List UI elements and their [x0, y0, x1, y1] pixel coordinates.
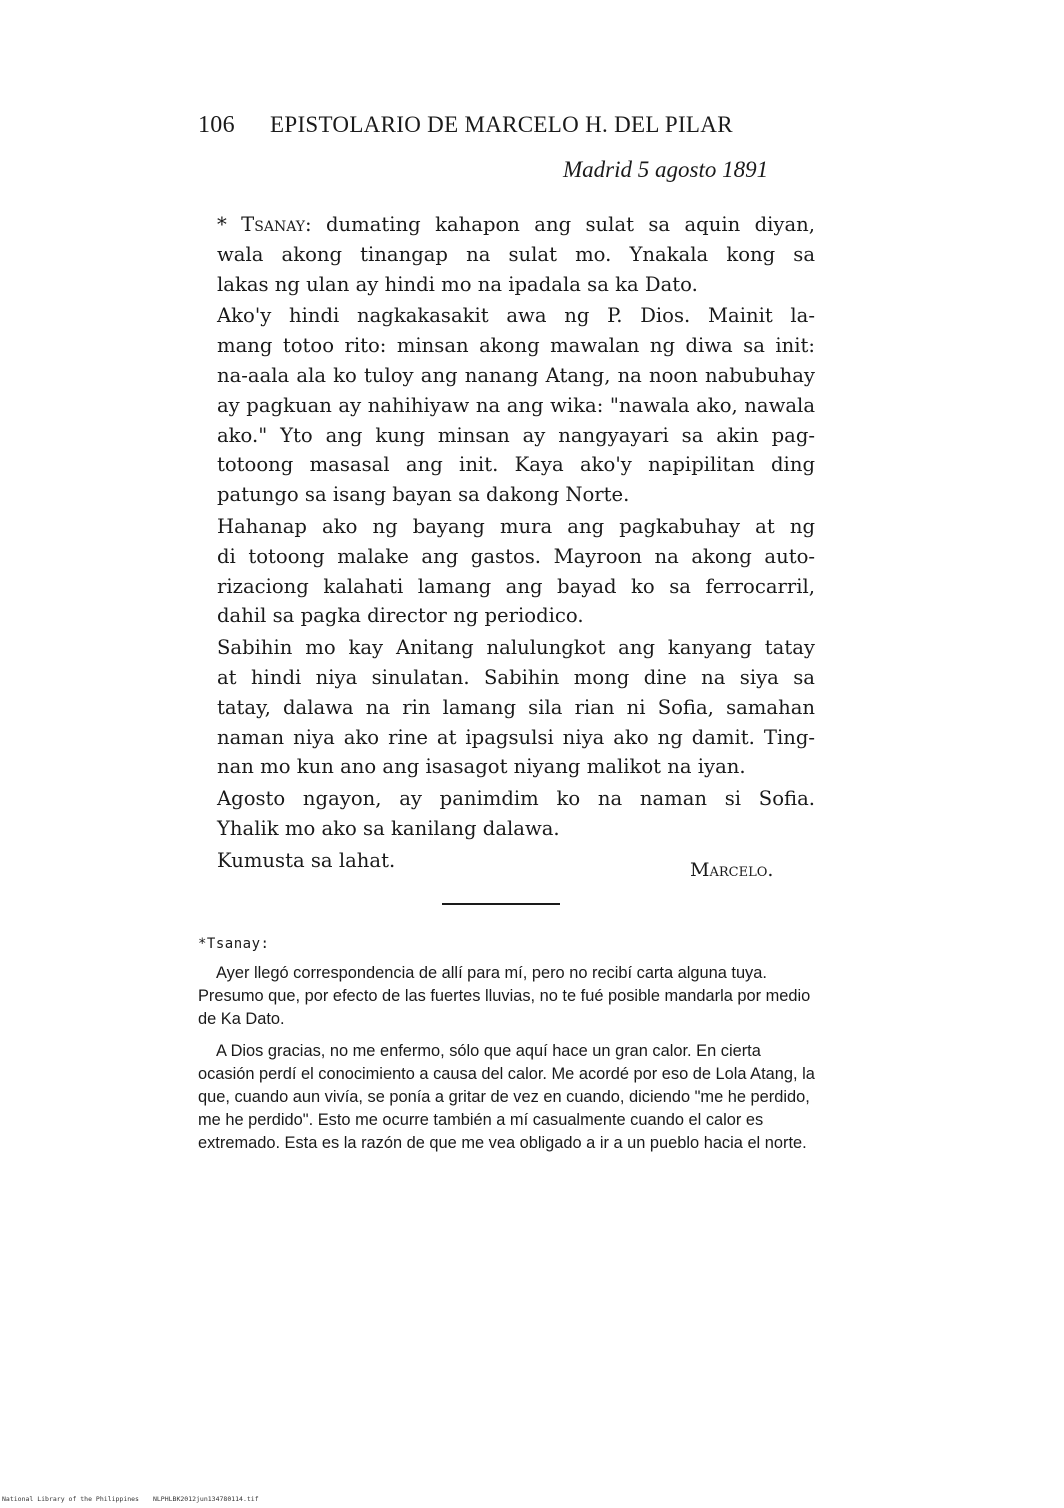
footnote-translation	[198, 962, 818, 1164]
letter-body	[195, 210, 815, 878]
section-divider	[442, 903, 560, 905]
scan-library-name: National Library of the Philippines	[2, 1495, 139, 1503]
running-header	[198, 112, 798, 139]
footnote-label: *Tsanay:	[198, 936, 270, 952]
scan-footer	[2, 1495, 273, 1503]
letter-signature: Marcelo.	[690, 859, 774, 881]
letter-paragraph: Agosto ngayon, ay panimdim ko na naman si Sofia. Yhalik mo ako sa kanilang dalawa.	[217, 787, 815, 840]
salutation: * Tsanay:	[217, 213, 312, 236]
letter-paragraph: Sabihin mo kay Anitang nalulungkot ang kanyang tatay at hindi niya sinulatan. Sabihin mong dine na siya sa tatay, dalawa na rin lamang sila rian ni Sofia, samahan naman niya ako rine at ipagsulsi niya ako ng damit. Ting- nan mo kun ano ang isasagot niyang malikot na iyan.	[217, 636, 815, 779]
scan-file-id: NLPHLBK2012jun134780114.tif	[152, 1495, 259, 1503]
footnote-paragraph: Ayer llegó correspondencia de allí para mí, pero no recibí carta alguna tuya. Presumo que, por efecto de las fuertes lluvias, no te fué posible mandarla por medio de Ka Dato.	[198, 964, 811, 1029]
letter-paragraph: * Tsanay: dumating kahapon ang sulat sa aquin diyan, wala akong tinangap na sulat mo. Ynakala kong sa lakas ng ulan ay hindi mo na ipadala sa ka Dato.	[217, 213, 816, 296]
letter-dateline: Madrid 5 agosto 1891	[563, 157, 769, 182]
letter-paragraph: Kumusta sa lahat.	[217, 848, 396, 872]
letter-paragraph: Ako'y hindi nagkakasakit awa ng P. Dios. Mainit la- mang totoo rito: minsan akong mawalan ng diwa sa init: na-aala ala ko tuloy ang nanang Atang, na noon nabubuhay ay pagkuan ay nahihiyaw na ang wika: "nawala ako, nawala ako." Yto ang kung minsan ay nangyayari sa akin pag- totoong masasal ang init. Kaya ako'y napipilitan ding patungo sa isang bayan sa dakong Norte.	[217, 304, 815, 507]
running-title: EPISTOLARIO DE MARCELO H. DEL PILAR	[270, 112, 733, 137]
footnote-paragraph: A Dios gracias, no me enfermo, sólo que aquí hace un gran calor. En cierta ocasión perdí el conocimiento a causa del calor. Me acordé por eso de Lola Atang, la que, cuando aun vivía, se ponía a gritar de vez en cuando, diciendo "me he perdido, me he perdido". Esto me ocurre también a mí casualmente cuando el calor es extremado. Esta es la razón de que me vea obligado a ir a un pueblo hacia el norte.	[198, 1041, 815, 1153]
letter-paragraph: Hahanap ako ng bayang mura ang pagkabuhay at ng di totoong malake ang gastos. Mayroon na akong auto- rizaciong kalahati lamang ang bayad ko sa ferrocarril, dahil sa pagka director ng periodico.	[217, 514, 815, 628]
page-number: 106	[198, 112, 235, 138]
